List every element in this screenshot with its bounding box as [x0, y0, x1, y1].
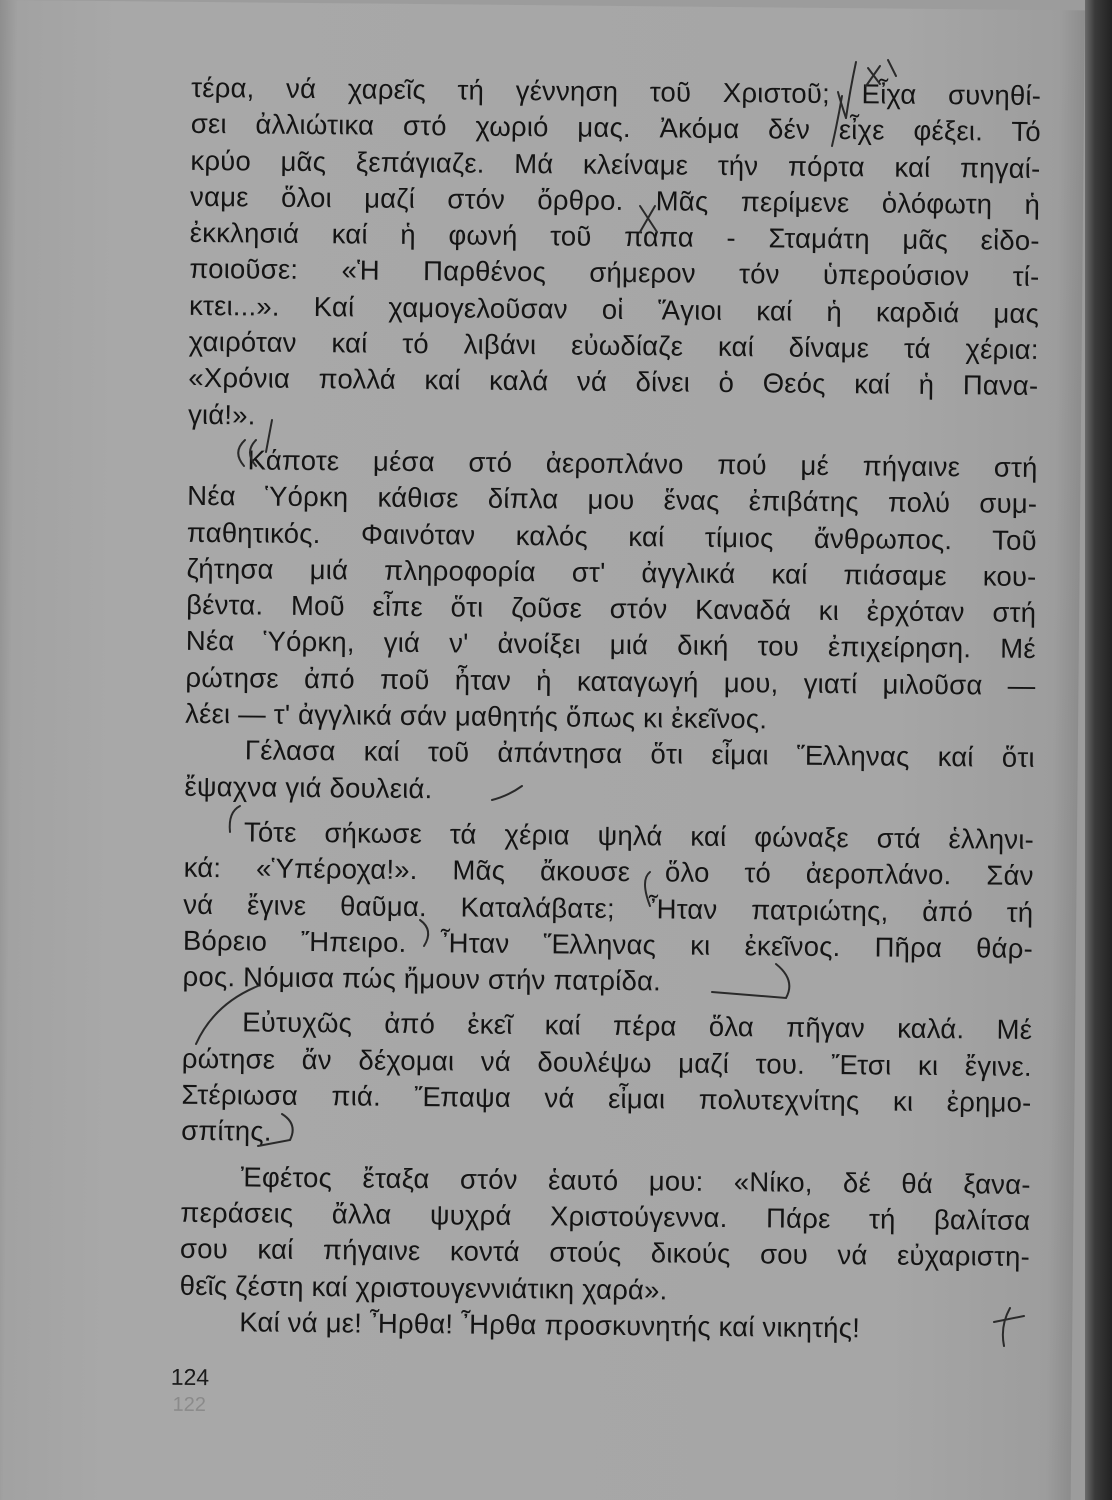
text-line: Τότε σήκωσε τά χέρια ψηλά καί φώναξε στά ἑλληνι- — [243, 816, 1035, 855]
text-line: ποιοῦσε: «Ἡ Παρθένος σήμερον τόν ὑπερούσιον τί- — [189, 253, 1040, 293]
text-line: Γέλασα καί τοῦ ἀπάντησα ὅτι εἶμαι Ἕλληνας καί ὅτι — [244, 734, 1035, 774]
text-line: τέρα, νά χαρεῖς τή γέννηση τοῦ Χριστοῦ; Εἶχα συνηθί- — [191, 71, 1042, 111]
body-text — [179, 70, 1041, 1348]
text-line: Καί νά με! Ἦρθα! Ἦρθα προσκυνητής καί νικητής! — [239, 1306, 861, 1344]
text-line: Νέα Ὑόρκη κάθισε δίπλα μου ἕνας ἐπιβάτης πολύ συμ- — [187, 480, 1038, 520]
text-line: Βόρειο Ἤπειρο. Ἦταν Ἕλληνας κι ἐκεῖνος. Πῆρα θάρ- — [182, 924, 1034, 964]
text-line: Ἐφέτος ἔταξα στόν ἑαυτό μου: «Νίκο, δέ θά ξανα- — [240, 1160, 1031, 1200]
page-edge-shadow — [1085, 0, 1112, 1500]
text-line: Νέα Ὑόρκη, γιά ν' ἀνοίξει μιά δική του ἐπιχείρηση. Μέ — [185, 625, 1036, 665]
text-line: χαιρόταν καί τό λιβάνι εὐωδίαζε καί δίναμε τά χέρια: — [188, 325, 1039, 366]
text-line: ναμε ὅλοι μαζί στόν ὄρθρο. Μᾶς περίμενε ὁλόφωτη ἡ — [189, 180, 1041, 220]
text-line: ἔψαχνα γιά δουλειά. — [184, 770, 433, 804]
text-line: νά ἔγινε θαῦμα. Καταλάβατε; Ἦταν πατριώτης, ἀπό τή — [183, 888, 1034, 928]
page-number: 124 — [170, 1363, 210, 1391]
text-line: λέει — τ' ἀγγλικά σάν μαθητής ὅπως κι ἐκεῖνος. — [185, 697, 768, 735]
text-line: σου καί πήγαινε κοντά στούς δικούς σου νά εὐχαριστη- — [179, 1232, 1031, 1273]
text-line: «Χρόνια πολλά καί καλά νά δίνει ὁ Θεός καί ἡ Πανα- — [188, 362, 1039, 402]
text-line: κτει...». Καί χαμογελοῦσαν οἱ Ἅγιοι καί ἡ καρδιά μας — [188, 289, 1040, 329]
text-line: ρώτησε ἀπό ποῦ ἦταν ἡ καταγωγή μου, γιατί μιλοῦσα — — [185, 661, 1036, 701]
text-line: κρύο μᾶς ξεπάγιαζε. Μά κλείναμε τήν πόρτα καί πηγαί- — [190, 144, 1041, 184]
text-line: σει ἀλλιώτικα στό χωριό μας. Ἀκόμα δέν εἶχε φέξει. Τό — [190, 108, 1041, 148]
text-line: ζήτησα μιά πληροφορία στ' ἀγγλικά καί πιάσαμε κου- — [186, 552, 1037, 592]
text-line: παθητικός. Φαινόταν καλός καί τίμιος ἄνθρωπος. Τοῦ — [186, 516, 1038, 556]
text-line: ρώτησε ἄν δέχομαι νά δουλέψω μαζί του. Ἔτσι κι ἔγινε. — [181, 1042, 1032, 1082]
text-line: Εὐτυχῶς ἀπό ἐκεῖ καί πέρα ὅλα πῆγαν καλά. Μέ — [242, 1006, 1033, 1046]
text-line: γιά!». — [187, 398, 256, 431]
text-line: ρος. Νόμισα πώς ἤμουν στήν πατρίδα. — [182, 960, 662, 997]
text-line: Στέριωσα πιά. Ἔπαψα νά εἶμαι πολυτεχνίτης κι ἐρημο- — [181, 1078, 1032, 1118]
text-line: ἐκκλησιά καί ἡ φωνή τοῦ παπα - Σταμάτη μᾶς εἰδο- — [189, 217, 1040, 257]
text-line: κά: «Ὑπέροχα!». Μᾶς ἄκουσε ὅλο τό ἀεροπλάνο. Σάν — [183, 852, 1034, 892]
text-line: Κάποτε μέσα στό ἀεροπλάνο πού μέ πήγαινε στή — [247, 444, 1038, 483]
bleed-through-page-number: 122 — [172, 1393, 207, 1417]
text-line: σπίτης. — [181, 1115, 272, 1147]
text-line: θεῖς ζέστη καί χριστουγεννιάτικη χαρά». — [179, 1269, 668, 1305]
text-line: βέντα. Μοῦ εἶπε ὅτι ζοῦσε στόν Καναδά κι ἐρχόταν στή — [186, 588, 1037, 629]
text-line: περάσεις ἄλλα ψυχρά Χριστούγεννα. Πάρε τή βαλίτσα — [180, 1196, 1031, 1236]
